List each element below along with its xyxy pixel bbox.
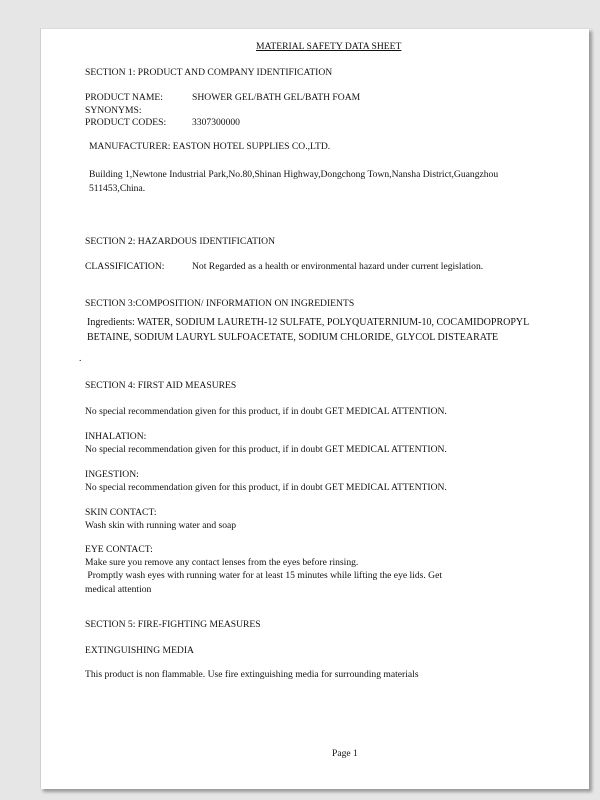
section5-heading: SECTION 5: FIRE-FIGHTING MEASURES: [85, 619, 261, 630]
inhalation-text: No special recommendation given for this product, if in doubt GET MEDICAL ATTENTION.: [85, 444, 447, 455]
section1-heading: SECTION 1: PRODUCT AND COMPANY IDENTIFICATION: [85, 67, 333, 78]
classification-label: CLASSIFICATION:: [85, 261, 165, 272]
skin-contact-label: SKIN CONTACT:: [85, 507, 157, 518]
skin-contact-text: Wash skin with running water and soap: [85, 520, 237, 531]
ingredients-line-2: BETAINE, SODIUM LAURYL SULFOACETATE, SODIUM CHLORIDE, GLYCOL DISTEARATE: [87, 332, 499, 343]
section4-heading: SECTION 4: FIRST AID MEASURES: [85, 380, 237, 391]
manufacturer-line: MANUFACTURER: EASTON HOTEL SUPPLIES CO.,LTD.: [89, 141, 331, 152]
eye-contact-text-1: Make sure you remove any contact lenses from the eyes before rinsing.: [85, 557, 359, 568]
section3-heading: SECTION 3:COMPOSITION/ INFORMATION ON INGREDIENTS: [85, 298, 355, 309]
page-number: Page 1: [332, 748, 358, 759]
address-line-1: Building 1,Newtone Industrial Park,No.80,Shinan Highway,Dongchong Town,Nansha District,Guangzhou: [89, 169, 499, 180]
ingestion-text: No special recommendation given for this product, if in doubt GET MEDICAL ATTENTION.: [85, 482, 447, 493]
product-name-label: PRODUCT NAME:: [85, 92, 163, 103]
synonyms-label: SYNONYMS:: [85, 105, 142, 116]
product-codes-value: 3307300000: [192, 117, 240, 128]
ingredients-line-1: Ingredients: WATER, SODIUM LAURETH-12 SULFATE, POLYQUATERNIUM-10, COCAMIDOPROPYL: [87, 317, 530, 328]
eye-contact-text-2: Promptly wash eyes with running water for at least 15 minutes while lifting the eye lids. Get: [85, 570, 443, 581]
product-codes-label: PRODUCT CODES:: [85, 117, 167, 128]
stray-mark: .: [79, 353, 82, 364]
ingestion-label: INGESTION:: [85, 469, 139, 480]
eye-contact-label: EYE CONTACT:: [85, 544, 153, 555]
product-name-value: SHOWER GEL/BATH GEL/BATH FOAM: [192, 92, 361, 103]
document-title: MATERIAL SAFETY DATA SHEET: [256, 41, 402, 52]
extinguishing-media-label: EXTINGUISHING MEDIA: [85, 645, 194, 656]
extinguishing-media-text: This product is non flammable. Use fire extinguishing media for surrounding materials: [85, 669, 419, 680]
document-page: [40, 28, 589, 789]
address-line-2: 511453,China.: [89, 183, 146, 194]
inhalation-label: INHALATION:: [85, 431, 147, 442]
first-aid-general: No special recommendation given for this product, if in doubt GET MEDICAL ATTENTION.: [85, 406, 447, 417]
section2-heading: SECTION 2: HAZARDOUS IDENTIFICATION: [85, 236, 276, 247]
classification-value: Not Regarded as a health or environmental hazard under current legislation.: [192, 261, 484, 272]
eye-contact-text-3: medical attention: [85, 584, 152, 595]
